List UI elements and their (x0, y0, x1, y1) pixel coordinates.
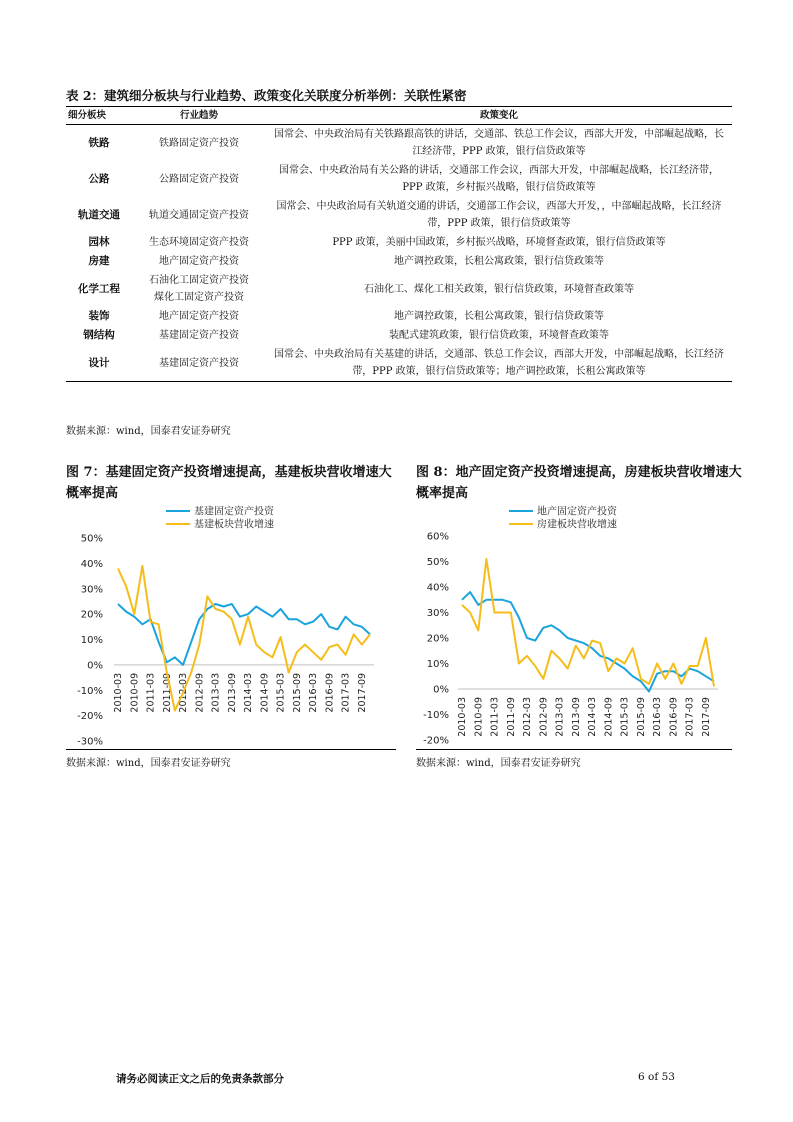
table-row (66, 326, 732, 345)
table-row (66, 233, 732, 252)
table-row (66, 197, 732, 233)
legend-label-1: 基建固定资产投资 (194, 506, 274, 518)
sector-cell: 轨道交通 (78, 208, 120, 221)
page-number: 6 of 53 (638, 1071, 675, 1083)
header-sector: 细分板块 (66, 107, 132, 125)
x-tick-label: 2014-09 (603, 697, 615, 737)
policy-cell: 国常会、中央政治局有关轨道交通的讲话，交通部工作会议，西部大开发，，中部崛起战略，长江经济带，PPP 政策，银行信贷政策等 (276, 201, 722, 229)
x-tick-label: 2012-09 (194, 672, 206, 713)
y-tick-label: -20% (423, 735, 449, 747)
x-tick-label: 2014-09 (259, 672, 271, 713)
table-row (66, 307, 732, 326)
disclaimer-note: 请务必阅读正文之后的免责条款部分 (116, 1073, 284, 1085)
y-tick-label: 60% (426, 531, 449, 543)
x-tick-label: 2010-03 (113, 672, 124, 713)
x-tick-label: 2016-09 (668, 697, 680, 737)
chart8-svg (416, 503, 732, 749)
policy-cell: 国常会、中央政治局有关公路的讲话，交通部工作会议，西部大开发，中部崛起战略，长江经济带，PPP 政策，乡村振兴战略，银行信贷政策等 (279, 165, 719, 193)
policy-cell: PPP 政策，美丽中国政策，乡村振兴战略，环境督查政策，银行信贷政策等 (332, 237, 666, 248)
policy-cell: 国常会、中央政治局有关铁路跟高铁的讲话，交通部、铁总工作会议，西部大开发，中部崛起战略，长江经济带，PPP 政策，银行信贷政策等 (274, 129, 724, 157)
y-tick-label: 20% (426, 633, 449, 645)
sector-cell: 铁路 (88, 136, 110, 149)
table-row (66, 345, 732, 382)
trend-line-1: 石油化工固定资产投资 (149, 275, 249, 286)
x-tick-label: 2016-03 (308, 672, 320, 713)
sector-cell: 钢结构 (83, 329, 115, 341)
y-tick-label: 40% (426, 582, 449, 594)
x-tick-label: 2016-03 (652, 697, 664, 737)
y-tick-label: -30% (77, 736, 103, 748)
y-tick-label: 30% (80, 584, 103, 596)
trend-cell: 轨道交通固定资产投资 (149, 209, 249, 221)
trend-cell: 铁路固定资产投资 (159, 137, 239, 149)
x-tick-label: 2015-03 (275, 672, 287, 713)
x-tick-label: 2017-09 (356, 672, 368, 713)
policy-cell: 石油化工、煤化工相关政策，银行信贷政策，环境督查政策等 (364, 283, 634, 295)
x-tick-label: 2010-09 (473, 697, 485, 737)
legend-label-1: 地产固定资产投资 (537, 506, 617, 518)
x-tick-label: 2013-03 (554, 697, 566, 737)
x-tick-label: 2014-03 (243, 672, 255, 713)
x-tick-label: 2015-03 (619, 697, 631, 737)
sector-cell: 装饰 (88, 310, 110, 322)
y-tick-label: -20% (77, 711, 103, 723)
trend-cell: 地产固定资产投资 (159, 256, 239, 267)
y-tick-label: 0% (433, 684, 449, 696)
x-tick-label: 2013-03 (210, 672, 222, 713)
x-tick-label: 2011-03 (489, 697, 501, 737)
chart7-svg (66, 503, 396, 749)
x-tick-label: 2011-09 (161, 672, 173, 713)
x-tick-label: 2011-03 (145, 672, 157, 713)
legend-label-2: 基建板块营收增速 (194, 519, 274, 531)
table-row (66, 252, 732, 271)
chart8-source: 数据来源：wind，国泰君安证券研究 (416, 758, 581, 769)
x-tick-label: 2010-09 (129, 672, 141, 713)
chart7-container (66, 503, 396, 749)
chart8-container (416, 503, 732, 749)
y-tick-label: 10% (80, 635, 103, 646)
x-tick-label: 2017-03 (684, 697, 696, 737)
y-tick-label: 10% (426, 659, 449, 670)
header-policy: 政策变化 (266, 107, 732, 125)
chart8-rule (416, 749, 732, 750)
series-line-2 (462, 559, 714, 687)
y-tick-label: 30% (426, 608, 449, 619)
trend-cell: 基建固定资产投资 (159, 330, 239, 341)
table-row (66, 161, 732, 197)
y-tick-label: 0% (87, 660, 103, 672)
x-tick-label: 2015-09 (635, 697, 647, 737)
y-tick-label: 40% (80, 558, 103, 570)
legend-label-2: 房建板块营收增速 (537, 519, 617, 531)
x-tick-label: 2015-09 (291, 672, 303, 713)
table-header-row (66, 107, 732, 125)
chart8-title: 图 8：地产固定资产投资增速提高，房建板块营收增速大概率提高 (416, 465, 742, 501)
x-tick-label: 2012-09 (538, 697, 550, 737)
x-tick-label: 2013-09 (570, 697, 582, 737)
policy-cell: 国常会、中央政治局有关基建的讲话，交通部、铁总工作会议，西部大开发，中部崛起战略，长江经济带，PPP 政策，银行信贷政策等；地产调控政策，长租公寓政策等 (266, 345, 732, 382)
policy-cell: 地产调控政策，长租公寓政策，银行信贷政策等 (394, 256, 604, 267)
table-source: 数据来源：wind，国泰君安证券研究 (66, 426, 231, 437)
sector-policy-table (66, 106, 732, 382)
y-tick-label: 50% (426, 557, 449, 568)
policy-cell: 装配式建筑政策，银行信贷政策，环境督查政策等 (389, 330, 609, 341)
x-tick-label: 2013-09 (226, 672, 238, 713)
header-trend: 行业趋势 (132, 107, 266, 125)
trend-line-2: 煤化工固定资产投资 (154, 292, 244, 303)
series-line-1 (118, 604, 370, 665)
y-tick-label: 20% (80, 609, 103, 621)
trend-cell: 公路固定资产投资 (159, 173, 239, 185)
x-tick-label: 2012-03 (178, 672, 190, 713)
x-tick-label: 2016-09 (324, 672, 336, 713)
sector-cell: 公路 (88, 172, 110, 185)
y-tick-label: -10% (423, 710, 449, 721)
y-tick-label: -10% (77, 685, 103, 697)
chart7-title: 图 7：基建固定资产投资增速提高，基建板块营收增速大概率提高 (66, 465, 392, 501)
x-tick-label: 2017-03 (340, 672, 352, 713)
sector-cell: 园林 (88, 236, 110, 248)
x-tick-label: 2010-03 (457, 697, 468, 737)
sector-cell: 设计 (66, 345, 132, 382)
x-tick-label: 2017-09 (700, 697, 712, 737)
x-tick-label: 2012-03 (522, 697, 534, 737)
trend-cell: 基建固定资产投资 (132, 345, 266, 382)
policy-cell: 地产调控政策，长租公寓政策，银行信贷政策等 (394, 311, 604, 322)
y-tick-label: 50% (80, 533, 103, 545)
trend-cell: 生态环境固定资产投资 (149, 237, 249, 248)
trend-cell (132, 271, 266, 307)
chart7-source: 数据来源：wind，国泰君安证券研究 (66, 758, 231, 769)
table-row (66, 125, 732, 162)
sector-cell: 化学工程 (78, 282, 120, 295)
trend-cell: 地产固定资产投资 (159, 311, 239, 322)
x-tick-label: 2014-03 (587, 697, 599, 737)
table-row (66, 271, 732, 307)
sector-cell: 房建 (88, 255, 110, 267)
table-title: 表 2：建筑细分板块与行业趋势、政策变化关联度分析举例：关联性紧密 (66, 88, 467, 103)
series-line-1 (462, 592, 714, 691)
x-tick-label: 2011-09 (505, 697, 517, 737)
chart7-rule (66, 749, 396, 750)
